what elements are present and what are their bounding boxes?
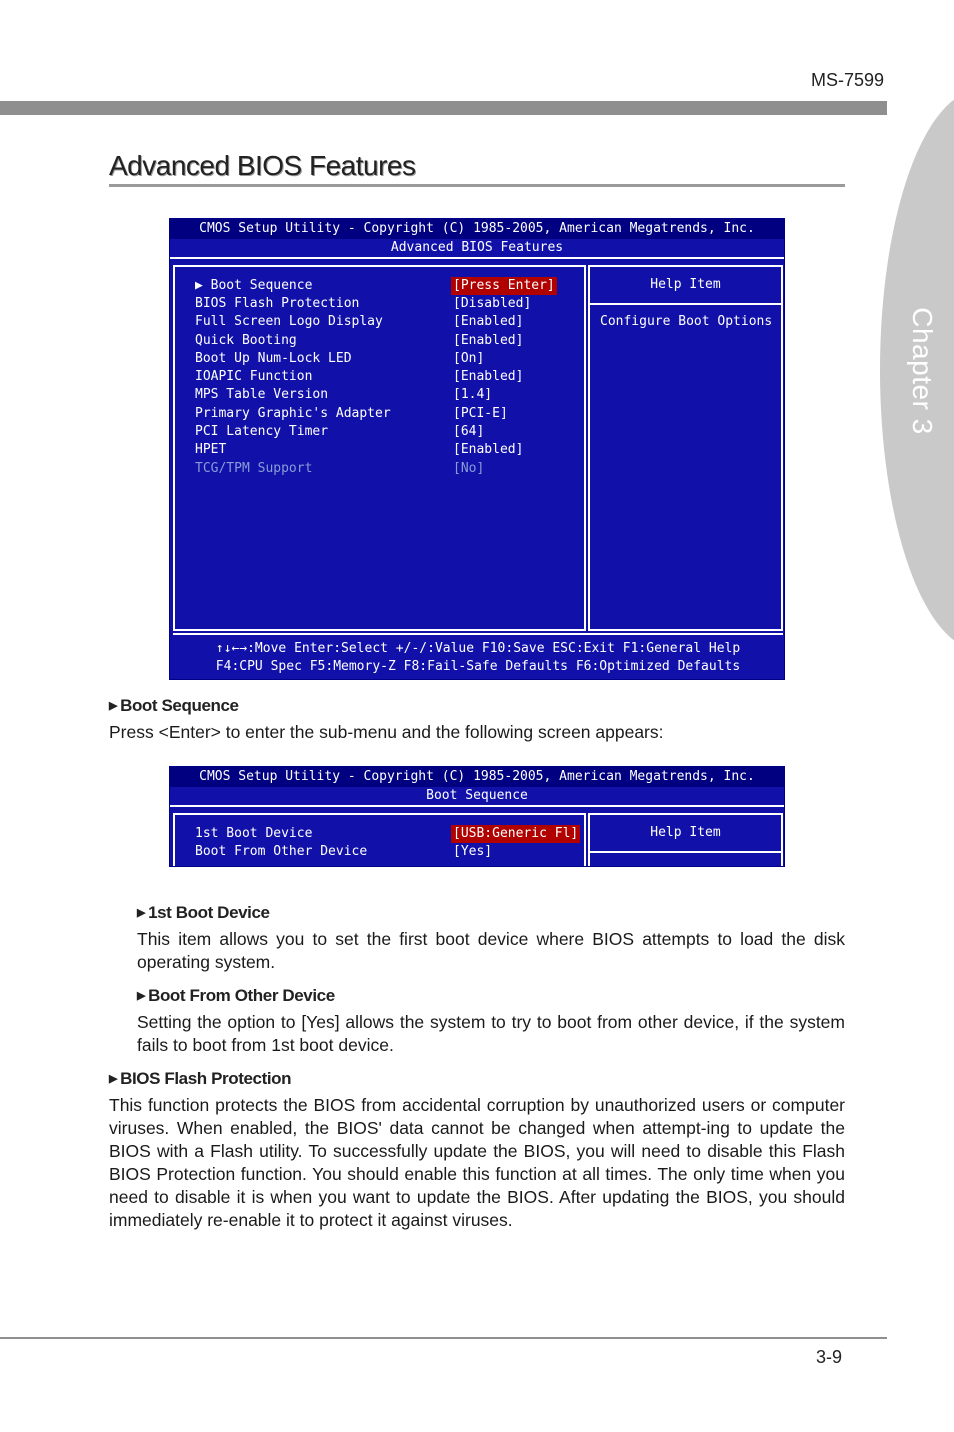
section-text-boot-from-other: Setting the option to [Yes] allows the system to try to boot from other device, if the system fails to boot from 1st boot device. [137,1012,845,1055]
bios-item-tcg-tpm: TCG/TPM Support [195,461,313,476]
bios-item-numlock[interactable]: Boot Up Num-Lock LED [195,351,352,366]
bios-item-mps-table[interactable]: MPS Table Version [195,387,329,402]
bios-value-mps-table[interactable]: [1.4] [453,387,493,402]
section-heading-bios-flash: ▶ BIOS Flash Protection [109,1069,292,1088]
bios-item-boot-sequence[interactable]: ▶ Boot Sequence [195,278,313,293]
bios-screenshot-boot-sequence [169,766,785,867]
bullet-arrow-icon: ▶ [109,1073,118,1085]
help-item-text: Configure Boot Options [600,314,773,329]
bios-value-boot-other-device[interactable]: [Yes] [453,844,493,859]
bios-screen-title: Advanced BIOS Features [170,239,784,259]
bios-value-hpet[interactable]: [Enabled] [453,442,524,457]
bullet-arrow-icon: ▶ [109,700,118,712]
header-bar [0,101,887,115]
bios-item-quick-booting[interactable]: Quick Booting [195,333,297,348]
bios-value-numlock[interactable]: [On] [453,351,485,366]
bios-item-flash-protection[interactable]: BIOS Flash Protection [195,296,360,311]
section-text-first-boot-device: This item allows you to set the first boot device where BIOS attempts to load the disk operating system. [137,929,845,972]
bios-copyright: CMOS Setup Utility - Copyright (C) 1985-2005, American Megatrends, Inc. [170,767,784,787]
bios-menu-panel [173,265,586,631]
section-text-bios-flash: This function protects the BIOS from accidental corruption by unauthorized users or computer viruses. When enabled, the BIOS' data cannot be changed when attempt-ing to update the BIOS with a Flash utility. To successfully update the BIOS, you will need to disable this Flash BIOS Protection function. You should enable this function at all times. The only time when you need to disable it is when you want to update the BIOS. After updating the BIOS, you should immediately re-enable it to protect it against viruses. [109,1095,845,1230]
bullet-arrow-icon: ▶ [137,990,146,1002]
bios-value-graphic-adapter[interactable]: [PCI-E] [453,406,508,421]
bullet-arrow-icon: ▶ [137,907,146,919]
bios-footer-keys-2: F4:CPU Spec F5:Memory-Z F8:Fail-Safe Defaults F6:Optimized Defaults [215,659,741,674]
bios-help-panel [588,265,783,631]
footer-rule [0,1337,887,1339]
bios-footer-keys-1: ↑↓←→:Move Enter:Select +/-/:Value F10:Save ESC:Exit F1:General Help [215,641,741,656]
section-heading-boot-from-other: ▶ Boot From Other Device [137,986,335,1005]
bios-item-ioapic[interactable]: IOAPIC Function [195,369,313,384]
bios-footer [173,633,783,677]
bios-value-pci-latency[interactable]: [64] [453,424,485,439]
page-title: Advanced BIOS Features [109,150,416,181]
bios-value-ioapic[interactable]: [Enabled] [453,369,524,384]
bios-screenshot-advanced [169,218,785,680]
bios-value-first-boot-device[interactable]: [USB:Generic Fl] [453,826,579,841]
bios-value-tcg-tpm: [No] [453,461,485,476]
bios-screen-title: Boot Sequence [170,787,784,807]
bios-value-boot-sequence[interactable]: [Press Enter] [453,278,555,293]
chapter-label: Chapter 3 [907,307,938,435]
section-heading-boot-sequence: ▶ Boot Sequence [109,696,239,715]
bios-value-logo-display[interactable]: [Enabled] [453,314,524,329]
bios-item-first-boot-device[interactable]: 1st Boot Device [195,826,313,841]
bios-copyright: CMOS Setup Utility - Copyright (C) 1985-2005, American Megatrends, Inc. [170,219,784,239]
model-number: MS-7599 [810,70,884,90]
title-underline [109,184,845,187]
bios-item-logo-display[interactable]: Full Screen Logo Display [195,314,383,329]
bios-item-hpet[interactable]: HPET [195,442,227,457]
bios-help-panel [588,813,783,867]
section-heading-first-boot-device: ▶ 1st Boot Device [137,903,270,922]
bios-value-flash-protection[interactable]: [Disabled] [453,296,532,311]
help-item-title: Help Item [590,267,781,305]
bios-value-quick-booting[interactable]: [Enabled] [453,333,524,348]
bios-menu-panel [173,813,586,867]
help-item-title: Help Item [590,815,781,853]
bios-item-boot-other-device[interactable]: Boot From Other Device [195,844,368,859]
page-number: 3-9 [816,1347,843,1367]
bios-item-graphic-adapter[interactable]: Primary Graphic's Adapter [195,406,391,421]
section-text-boot-sequence: Press <Enter> to enter the sub-menu and the following screen appears: [109,722,664,742]
bios-item-pci-latency[interactable]: PCI Latency Timer [195,424,329,439]
